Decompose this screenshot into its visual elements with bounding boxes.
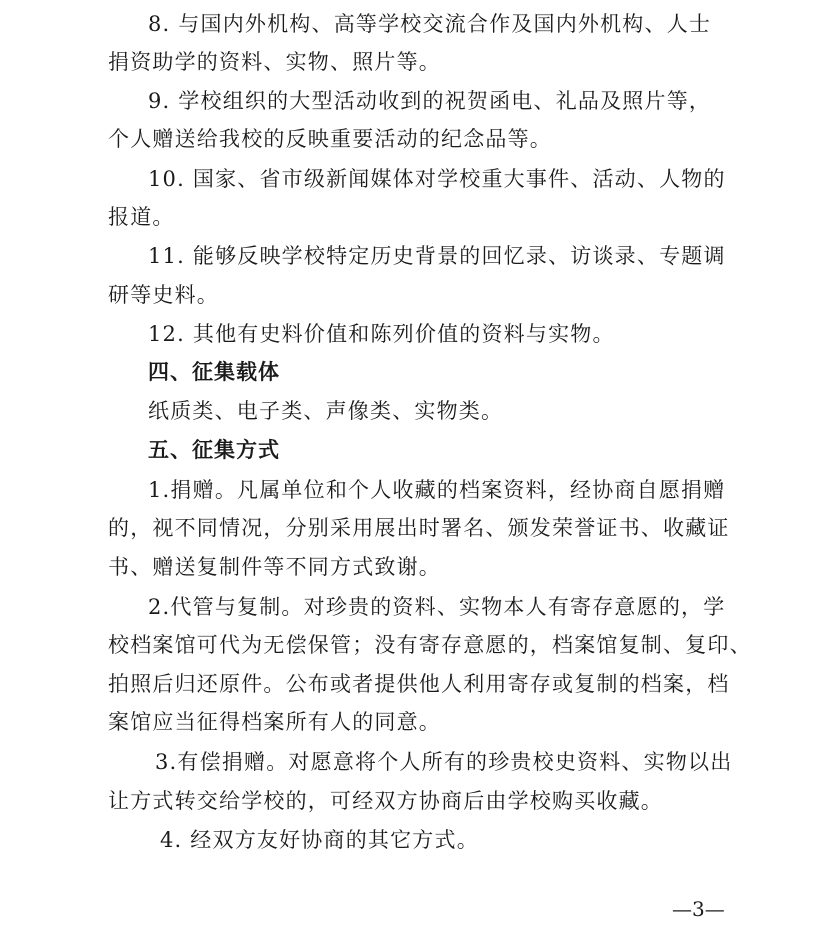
- method-2-line-1: 2.代管与复制。对珍贵的资料、实物本人有寄存意愿的，学: [148, 595, 726, 619]
- page-number: —3—: [672, 897, 725, 921]
- section-4-body: 纸质类、电子类、声像类、实物类。: [148, 399, 504, 423]
- method-2-line-2: 校档案馆可代为无偿保管；没有寄存意愿的，档案馆复制、复印、: [108, 633, 752, 657]
- item-12-line-1: 12. 其他有史料价值和陈列价值的资料与实物。: [148, 322, 615, 346]
- method-1-line-3: 书、赠送复制件等不同方式致谢。: [108, 555, 441, 579]
- method-2-line-3: 拍照后归还原件。公布或者提供他人利用寄存或复制的档案，档: [108, 672, 730, 696]
- item-11-line-1: 11. 能够反映学校特定历史背景的回忆录、访谈录、专题调: [148, 244, 726, 268]
- item-11-line-2: 研等史料。: [108, 283, 219, 307]
- section-5-heading: 五、征集方式: [148, 438, 280, 462]
- item-8-line-2: 捐资助学的资料、实物、照片等。: [108, 50, 441, 74]
- method-4-line-1: 4. 经双方友好协商的其它方式。: [160, 828, 479, 852]
- section-4-heading: 四、征集载体: [148, 360, 280, 384]
- method-2-line-4: 案馆应当征得档案所有人的同意。: [108, 710, 441, 734]
- item-10-line-1: 10. 国家、省市级新闻媒体对学校重大事件、活动、人物的: [148, 167, 726, 191]
- method-3-line-2: 让方式转交给学校的，可经双方协商后由学校购买收藏。: [108, 789, 663, 813]
- item-8-line-1: 8. 与国内外机构、高等学校交流合作及国内外机构、人士: [148, 12, 712, 36]
- method-1-line-1: 1.捐赠。凡属单位和个人收藏的档案资料，经协商自愿捐赠: [148, 478, 726, 502]
- item-9-line-2: 个人赠送给我校的反映重要活动的纪念品等。: [108, 127, 552, 151]
- item-10-line-2: 报道。: [108, 205, 175, 229]
- item-9-line-1: 9. 学校组织的大型活动收到的祝贺函电、礼品及照片等，: [148, 89, 712, 113]
- method-3-line-1: 3.有偿捐赠。对愿意将个人所有的珍贵校史资料、实物以出: [155, 750, 733, 774]
- method-1-line-2: 的，视不同情况，分别采用展出时署名、颁发荣誉证书、收藏证: [108, 516, 730, 540]
